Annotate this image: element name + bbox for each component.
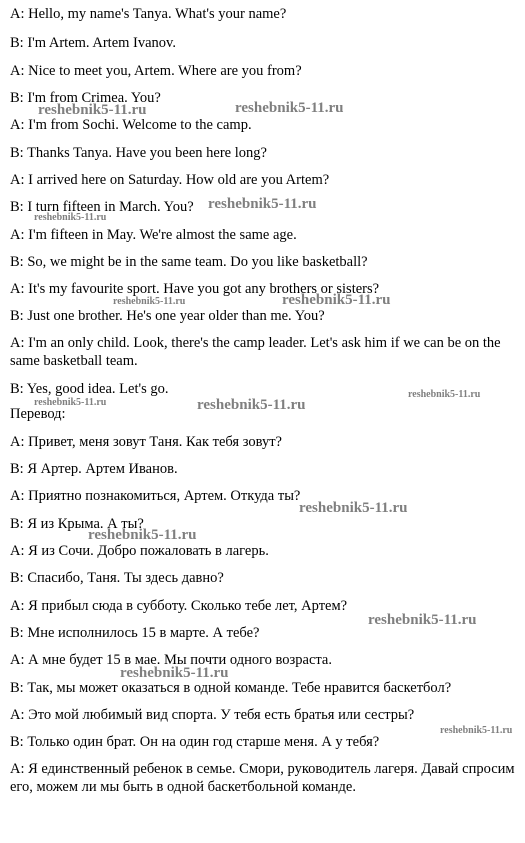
watermark: reshebnik5-11.ru	[282, 292, 391, 308]
dialogue-line-ru-4: В: Я из Крыма. А ты?	[10, 516, 144, 532]
watermark: reshebnik5-11.ru	[34, 397, 107, 408]
watermark: reshebnik5-11.ru	[208, 196, 317, 212]
dialogue-line-en-5: A: I'm from Sochi. Welcome to the camp.	[10, 117, 252, 133]
dialogue-line-ru-12: В: Только один брат. Он на один год старше меня. А у тебя?	[10, 734, 380, 750]
dialogue-line-en-2: B: I'm Artem. Artem Ivanov.	[10, 35, 176, 51]
watermark: reshebnik5-11.ru	[408, 389, 481, 400]
dialogue-line-ru-1: А: Привет, меня зовут Таня. Как тебя зовут?	[10, 434, 282, 450]
dialogue-line-ru-3: А: Приятно познакомиться, Артем. Откуда ты?	[10, 488, 301, 504]
dialogue-line-en-8: B: I turn fifteen in March. You?	[10, 199, 194, 215]
dialogue-line-ru-5: А: Я из Сочи. Добро пожаловать в лагерь.	[10, 543, 269, 559]
dialogue-line-ru-13: А: Я единственный ребенок в семье. Смори, руководитель лагеря. Давай спросим его, можем ли мы быть в одной баскетбольной команде.	[10, 761, 515, 795]
watermark: reshebnik5-11.ru	[197, 397, 306, 413]
watermark: reshebnik5-11.ru	[113, 296, 186, 307]
dialogue-line-en-9: A: I'm fifteen in May. We're almost the same age.	[10, 227, 297, 243]
dialogue-line-en-4: B: I'm from Crimea. You?	[10, 90, 161, 106]
dialogue-line-ru-8: В: Мне исполнилось 15 в марте. А тебе?	[10, 625, 260, 641]
dialogue-line-en-11: A: It's my favourite sport. Have you got any brothers or sisters?	[10, 281, 380, 297]
dialogue-line-en-10: B: So, we might be in the same team. Do you like basketball?	[10, 254, 368, 270]
watermark: reshebnik5-11.ru	[38, 102, 147, 118]
dialogue-line-en-7: A: I arrived here on Saturday. How old are you Artem?	[10, 172, 330, 188]
dialogue-line-ru-10: В: Так, мы может оказаться в одной команде. Тебе нравится баскетбол?	[10, 680, 452, 696]
translation-heading: Перевод:	[10, 406, 66, 422]
dialogue-line-en-14: B: Yes, good idea. Let's go.	[10, 381, 169, 397]
dialogue-line-en-1: A: Hello, my name's Tanya. What's your name?	[10, 6, 287, 22]
watermark: reshebnik5-11.ru	[440, 725, 513, 736]
dialogue-line-en-13: A: I'm an only child. Look, there's the camp leader. Let's ask him if we can be on the same basketball team.	[10, 335, 501, 369]
watermark: reshebnik5-11.ru	[299, 500, 408, 516]
dialogue-line-en-12: B: Just one brother. He's one year older than me. You?	[10, 308, 325, 324]
dialogue-line-en-6: B: Thanks Tanya. Have you been here long?	[10, 145, 267, 161]
dialogue-line-ru-6: В: Спасибо, Таня. Ты здесь давно?	[10, 570, 224, 586]
watermark: reshebnik5-11.ru	[120, 665, 229, 681]
watermark: reshebnik5-11.ru	[235, 100, 344, 116]
dialogue-line-ru-7: А: Я прибыл сюда в субботу. Сколько тебе лет, Артем?	[10, 598, 348, 614]
dialogue-line-ru-9: А: А мне будет 15 в мае. Мы почти одного возраста.	[10, 652, 332, 668]
dialogue-line-ru-2: В: Я Артер. Артем Иванов.	[10, 461, 178, 477]
watermark: reshebnik5-11.ru	[88, 527, 197, 543]
watermark: reshebnik5-11.ru	[368, 612, 477, 628]
dialogue-line-en-3: A: Nice to meet you, Artem. Where are you from?	[10, 63, 302, 79]
dialogue-line-ru-11: А: Это мой любимый вид спорта. У тебя есть братья или сестры?	[10, 707, 415, 723]
watermark: reshebnik5-11.ru	[34, 212, 107, 223]
